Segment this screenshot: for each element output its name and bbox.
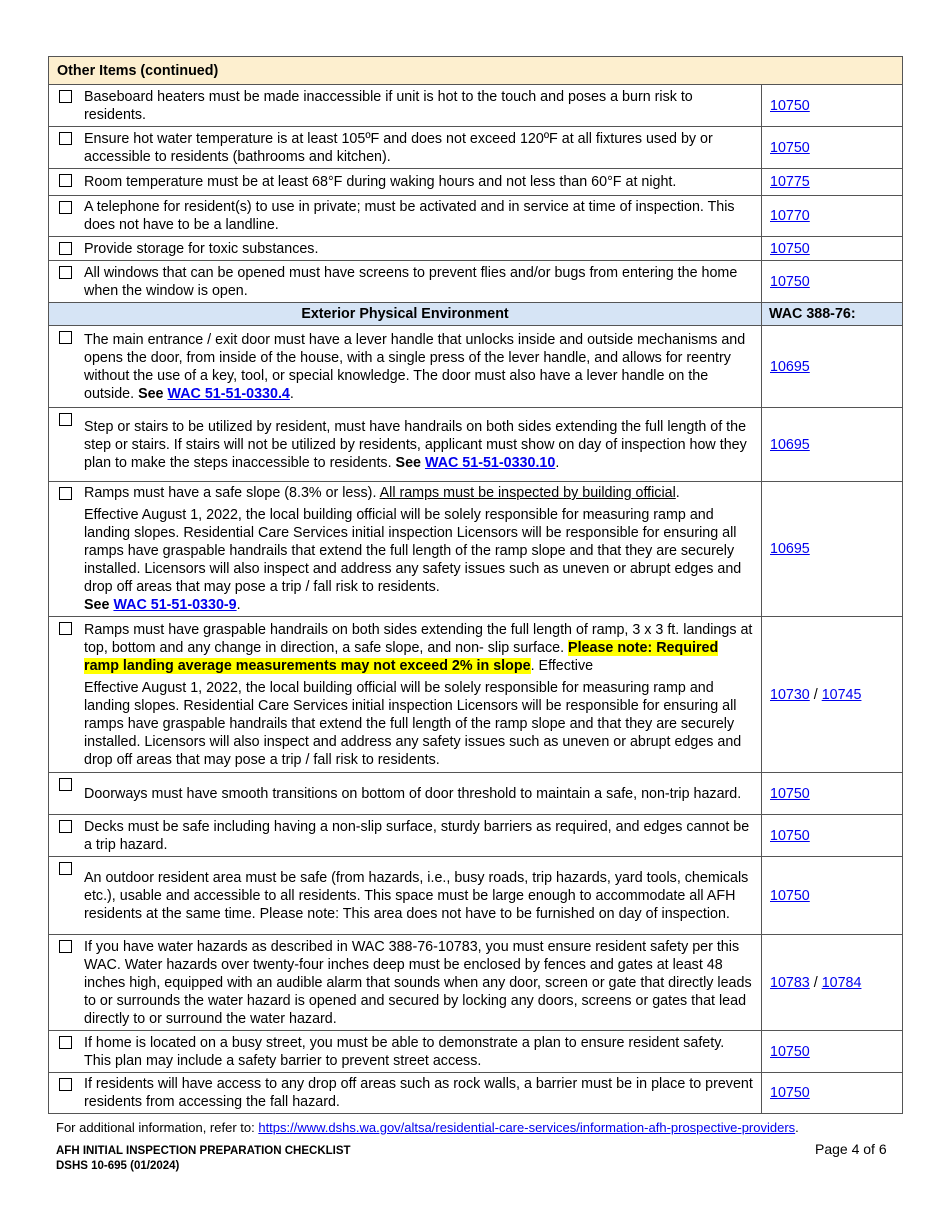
requirement-cell: [49, 237, 762, 261]
wac-section-link[interactable]: 10784: [821, 974, 862, 991]
requirement-checkbox[interactable]: [59, 862, 72, 875]
requirement-text: Room temperature must be at least 68°F during waking hours and not less than 60°F at night.: [84, 174, 677, 190]
section-header-wac: WAC 388-76:: [762, 303, 903, 326]
wac-section-link[interactable]: 10750: [770, 785, 810, 802]
requirement-text: Ramps must have graspable handrails on both sides extending the full length of ramp, 3 x 3 ft. landings at top, bottom and any change in direction, a safe slope, and non- slip surface.: [84, 621, 753, 656]
requirement-note: Effective August 1, 2022, the local building official will be solely responsible for measuring ramp and landing slopes. Residential Care Services initial inspection Licensors will be responsible for ensuring all ramps have graspable handrails that extend the full length of the ramp slope and that they are securely installed. Licensors will also inspect and address any safety issues such as uneven or abrupt edges and drop off areas that may pose a trip / fall risk to residents.: [84, 679, 742, 768]
requirement-checkbox[interactable]: [59, 132, 72, 145]
requirement-checkbox[interactable]: [59, 1036, 72, 1049]
requirement-cell: [49, 857, 762, 935]
checklist-row: [49, 815, 903, 857]
requirement-text: Baseboard heaters must be made inaccessible if unit is hot to the touch and poses a burn risk to residents.: [84, 88, 693, 123]
see-label: See: [84, 597, 110, 613]
section-header-title: Exterior Physical Environment: [49, 303, 762, 326]
checklist-row: [49, 617, 903, 773]
requirement-text: A telephone for resident(s) to use in private; must be activated and in service at time of inspection. This does not have to be a landline.: [84, 199, 735, 233]
wac-cell: [762, 773, 903, 815]
wac-cell: [762, 617, 903, 773]
requirement-text: Doorways must have smooth transitions on bottom of door threshold to maintain a safe, non-trip hazard.: [84, 785, 742, 802]
wac-reference-link[interactable]: WAC 51-51-0330.10: [424, 454, 556, 471]
requirement-text: If home is located on a busy street, you must be able to demonstrate a plan to ensure resident safety. This plan may include a safety barrier to prevent street access.: [84, 1034, 725, 1069]
checklist-row: [49, 935, 903, 1031]
ref-separator: /: [809, 686, 822, 703]
checklist-row: [49, 85, 903, 127]
wac-section-link[interactable]: 10750: [770, 273, 810, 290]
requirement-cell: [49, 935, 762, 1031]
requirement-checkbox[interactable]: [59, 90, 72, 103]
checklist-row: [49, 482, 903, 617]
requirement-cell: [49, 1073, 762, 1114]
checklist-row: [49, 408, 903, 482]
requirement-checkbox[interactable]: [59, 622, 72, 635]
requirement-text: An outdoor resident area must be safe (from hazards, i.e., busy roads, trip hazards, yard tools, chemicals etc.), usable and accessible to all residents. This space must be large enough to accommodate all AFH residents at the same time. Please note: This area does not have to be furnished on day of inspection.: [84, 869, 749, 922]
requirement-cell: [49, 261, 762, 303]
requirement-text: Ensure hot water temperature is at least 105ºF and does not exceed 120ºF at all fixtures used by or accessible to residents (bathrooms and kitchen).: [84, 130, 713, 165]
checklist-row: [49, 857, 903, 935]
wac-section-link[interactable]: 10750: [770, 887, 810, 904]
requirement-cell: Ramps must have a safe slope (8.3% or less). All ramps must be inspected by building official. Effective August 1, 2022, the local building official will be solely responsible for measuring ramp and landing slopes. Residential Care Services initial inspection Licensors will be responsible for ensuring all ramps have graspable handrails that extend the full length of the ramp slope and that they are securely installed. Licensors will also inspect and address any safety issues such as uneven or abrupt edges and drop off areas that may pose a trip / fall risk to residents. See WAC 51-51-0330-9.: [49, 482, 762, 617]
checklist-row: [49, 1031, 903, 1073]
additional-info-suffix: .: [795, 1120, 799, 1135]
requirement-checkbox[interactable]: [59, 778, 72, 791]
checklist-row: [49, 237, 903, 261]
section-header-exterior: [49, 303, 903, 326]
wac-section-link[interactable]: 10695: [770, 436, 810, 453]
requirement-cell: [49, 85, 762, 127]
additional-info-link[interactable]: https://www.dshs.wa.gov/altsa/residential-care-services/information-afh-prospective-providers: [258, 1120, 796, 1135]
wac-cell: [762, 169, 903, 196]
wac-cell: [762, 127, 903, 169]
wac-cell: [762, 1031, 903, 1073]
additional-info-prefix: For additional information, refer to:: [56, 1120, 255, 1135]
requirement-checkbox[interactable]: [59, 174, 72, 187]
requirement-checkbox[interactable]: [59, 242, 72, 255]
checklist-sheet: [48, 56, 902, 1114]
checklist-row: [49, 169, 903, 196]
wac-section-link[interactable]: 10745: [821, 686, 862, 703]
wac-cell: [762, 1073, 903, 1114]
see-label: See: [138, 385, 164, 402]
checklist-row: [49, 261, 903, 303]
wac-section-link[interactable]: 10750: [770, 827, 810, 844]
requirement-cell: [49, 169, 762, 196]
checklist-row: [49, 773, 903, 815]
wac-cell: [762, 857, 903, 935]
requirement-text: If residents will have access to any drop off areas such as rock walls, a barrier must be in place to prevent residents from accessing the fall hazard.: [84, 1076, 753, 1110]
wac-cell: [762, 935, 903, 1031]
wac-cell: [762, 196, 903, 237]
requirement-checkbox[interactable]: [59, 413, 72, 426]
requirement-highlight: Please note: Required ramp landing average measurements may not exceed 2% in slope: [84, 639, 719, 674]
requirement-checkbox[interactable]: [59, 940, 72, 953]
checklist-row: [49, 1073, 903, 1114]
requirement-text: All windows that can be opened must have screens to prevent flies and/or bugs from entering the home when the window is open.: [84, 264, 738, 299]
requirement-emphasis: All ramps must be inspected by building official: [379, 485, 676, 501]
requirement-text: Provide storage for toxic substances.: [84, 240, 319, 257]
ref-separator: /: [809, 974, 822, 991]
form-identity: [56, 1144, 351, 1174]
requirement-cell: [49, 127, 762, 169]
wac-section-link[interactable]: 10730: [770, 686, 810, 703]
wac-section-link[interactable]: 10783: [770, 974, 810, 991]
requirement-text: Ramps must have a safe slope (8.3% or less).: [84, 485, 377, 501]
checklist-row: [49, 326, 903, 408]
wac-reference-link[interactable]: WAC 51-51-0330.4: [167, 385, 290, 402]
page-number: Page 4 of 6: [815, 1141, 887, 1157]
wac-section-link[interactable]: 10750: [770, 1085, 810, 1101]
requirement-checkbox[interactable]: [59, 820, 72, 833]
wac-section-link[interactable]: 10775: [770, 174, 810, 190]
requirement-text: Decks must be safe including having a non-slip surface, sturdy barriers as required, and edges cannot be a trip hazard.: [84, 818, 750, 853]
requirement-checkbox[interactable]: [59, 266, 72, 279]
wac-cell: [762, 326, 903, 408]
checklist-table: [48, 56, 903, 1114]
additional-info: [56, 1120, 799, 1135]
requirement-checkbox[interactable]: [59, 1078, 72, 1091]
requirement-cell: [49, 1031, 762, 1073]
requirement-cell: [49, 815, 762, 857]
wac-cell: [762, 815, 903, 857]
checklist-row: [49, 196, 903, 237]
wac-section-link[interactable]: 10750: [770, 240, 810, 257]
requirement-text: Step or stairs to be utilized by resident, must have handrails on both sides extending the full length of the step or stairs. If stairs will not be utilized by residents, applicant must show on day of inspection how they plan to make the steps inaccessible to residents.: [84, 418, 747, 471]
wac-section-link[interactable]: 10750: [770, 97, 810, 114]
requirement-cell: The main entrance / exit door must have a lever handle that unlocks inside and outside mechanisms and opens the door, from inside of the house, with a single press of the lever handle, and allows for reentry without the use of a key, tool, or special knowledge. The door must also have a lever handle on the outside. See WAC 51-51-0330.4.: [49, 326, 762, 408]
wac-cell: [762, 237, 903, 261]
requirement-note: Effective August 1, 2022, the local building official will be solely responsible for measuring ramp and landing slopes. Residential Care Services initial inspection Licensors will be responsible for ensuring all ramps have graspable handrails that extend the full length of the ramp slope and that they are securely installed. Licensors will also inspect and address any safety issues such as uneven or abrupt edges and drop off areas that may pose a trip / fall risk to residents.: [84, 507, 742, 595]
form-number: DSHS 10-695 (01/2024): [56, 1160, 180, 1172]
wac-cell: [762, 482, 903, 617]
wac-section-link[interactable]: 10750: [770, 1043, 810, 1060]
requirement-checkbox[interactable]: [59, 201, 72, 214]
requirement-checkbox[interactable]: [59, 487, 72, 500]
section-header-label: Other Items (continued): [49, 57, 903, 85]
requirement-text: If you have water hazards as described in WAC 388-76-10783, you must ensure resident safety per this WAC. Water hazards over twenty-four inches deep must be enclosed by fences and gates at least 48 inches high, equipped with an audible alarm that sounds when any door, screen or gate that directly leads to or surrounds the water hazard is opened and secured by locking any doors, screens or gates that lead directly to or surround the water hazard.: [84, 938, 752, 1027]
see-label: See: [395, 454, 421, 471]
wac-cell: [762, 408, 903, 482]
requirement-continuation: Effective: [538, 657, 594, 674]
section-header-other-items: [49, 57, 903, 85]
checklist-row: [49, 127, 903, 169]
requirement-cell: Step or stairs to be utilized by resident, must have handrails on both sides extending the full length of the step or stairs. If stairs will not be utilized by residents, applicant must show on day of inspection how they plan to make the steps inaccessible to residents. See WAC 51-51-0330.10.: [49, 408, 762, 482]
wac-reference-link[interactable]: WAC 51-51-0330-9: [113, 597, 237, 613]
requirement-cell: Ramps must have graspable handrails on both sides extending the full length of ramp, 3 x 3 ft. landings at top, bottom and any change in direction, a safe slope, and non- slip surface. Please note: Required ramp landing average measurements may not exceed 2% in slope. Effective Effective August 1, 2022, the local building official will be solely responsible for measuring ramp and landing slopes. Residential Care Services initial inspection Licensors will be responsible for ensuring all ramps have graspable handrails that extend the full length of the ramp slope and that they are securely installed. Licensors will also inspect and address any safety issues such as uneven or abrupt edges and drop off areas that may pose a trip / fall risk to residents.: [49, 617, 762, 773]
requirement-text: The main entrance / exit door must have a lever handle that unlocks inside and outside mechanisms and opens the door, from inside of the house, with a single press of the lever handle, and allows for reentry without the use of a key, tool, or special knowledge. The door must also have a lever handle on the outside.: [84, 331, 746, 402]
requirement-checkbox[interactable]: [59, 331, 72, 344]
requirement-cell: [49, 773, 762, 815]
wac-section-link[interactable]: 10750: [770, 139, 810, 156]
form-title: AFH INITIAL INSPECTION PREPARATION CHECKLIST: [56, 1145, 351, 1157]
wac-section-link[interactable]: 10695: [770, 358, 810, 375]
wac-cell: [762, 261, 903, 303]
wac-cell: [762, 85, 903, 127]
wac-section-link[interactable]: 10695: [770, 541, 810, 557]
requirement-cell: [49, 196, 762, 237]
wac-section-link[interactable]: 10770: [770, 208, 810, 224]
